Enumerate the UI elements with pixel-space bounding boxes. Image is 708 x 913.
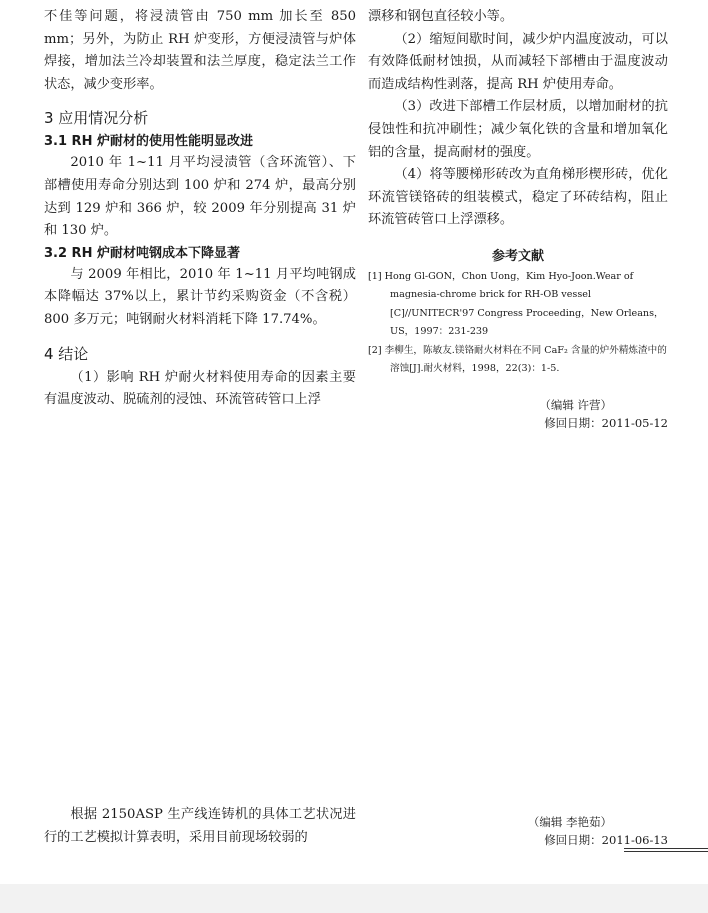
section-3-2-heading: 3.2 RH 炉耐材吨钢成本下降显著	[44, 245, 240, 261]
bottom-paragraph: 根据 2150ASP 生产线连铸机的具体工艺状况进行的工艺模拟计算表明，采用目前现场较弱的	[44, 807, 356, 845]
bottom-revised-date: 修回日期：2011-06-13	[544, 833, 668, 847]
divider-rule	[624, 848, 708, 849]
section-3-1-heading: 3.1 RH 炉耐材的使用性能明显改进	[44, 134, 253, 150]
conclusion-1: （1）影响 RH 炉耐火材料使用寿命的因素主要有温度波动、脱硫剂的浸蚀、环流管砖管口上浮	[44, 369, 356, 408]
conclusion-3: （3）改进下部槽工作层材质，以增加耐材的抗侵蚀性和抗冲刷性；减少氧化铁的含量和增加氧化铝的含量，提高耐材的强度。	[368, 99, 668, 160]
paragraph-cost: 与 2009 年相比，2010 年 1~11 月平均吨钢成本降幅达 37%以上，累计节约采购资金（不含税）800 多万元；吨钢耐火材料消耗下降 17.74%。	[44, 266, 356, 327]
right-column	[368, 6, 668, 432]
divider-rule-2	[624, 851, 708, 852]
revised-date: 修回日期：2011-05-12	[544, 416, 668, 431]
page-footer-strip	[0, 884, 708, 913]
paragraph-flange: 不佳等问题，将浸渍管由 750 mm 加长至 850 mm；另外，为防止 RH 炉变形，方便浸渍管与炉体焊接，增加法兰冷却装置和法兰厚度，稳定法兰工作状态，减少变形率。	[44, 9, 356, 92]
section-3-heading: 3 应用情况分析	[44, 109, 149, 128]
bottom-editor-credit: （编辑 李艳茹）	[527, 815, 612, 829]
left-column	[44, 6, 356, 412]
conclusion-1-cont: 漂移和钢包直径较小等。	[368, 9, 514, 24]
paragraph-service-life: 2010 年 1~11 月平均浸渍管（含环流管）、下部槽使用寿命分别达到 100 炉和 274 炉，最高分别达到 129 炉和 366 炉，较 2009 年分别提高 31 炉和 130 炉。	[44, 155, 356, 239]
bottom-left-text-block	[44, 804, 356, 849]
reference-1: [1] Hong Gl-GON，Chon Uong，Kim Hyo-Joon.Wear of magnesia-chrome brick for RH-OB vessel [C]//UNITECR'97 Congress Proceeding，New Orleans，US，1997：231-239	[368, 270, 664, 338]
references-heading: 参考文献	[491, 248, 544, 264]
section-4-heading: 4 结论	[44, 344, 89, 363]
conclusion-2: （2）缩短间歇时间，减少炉内温度波动，可以有效降低耐材蚀损，从而减轻下部槽由于温度波动而造成结构性剥落，提高 RH 炉使用寿命。	[368, 31, 668, 92]
editor-credit: （编辑 许营）	[539, 398, 612, 413]
conclusion-4: （4）将等腰梯形砖改为直角梯形楔形砖，优化环流管镁铬砖的组装模式，稳定了环砖结构，阻止环流管砖管口上浮漂移。	[368, 167, 668, 228]
bottom-right-block	[368, 813, 668, 849]
reference-2: [2] 李柳生，陈敏友.镁铬耐火材料在不同 CaF₂ 含量的炉外精炼渣中的溶蚀[J].耐火材料，1998，22(3)：1-5.	[368, 344, 667, 374]
